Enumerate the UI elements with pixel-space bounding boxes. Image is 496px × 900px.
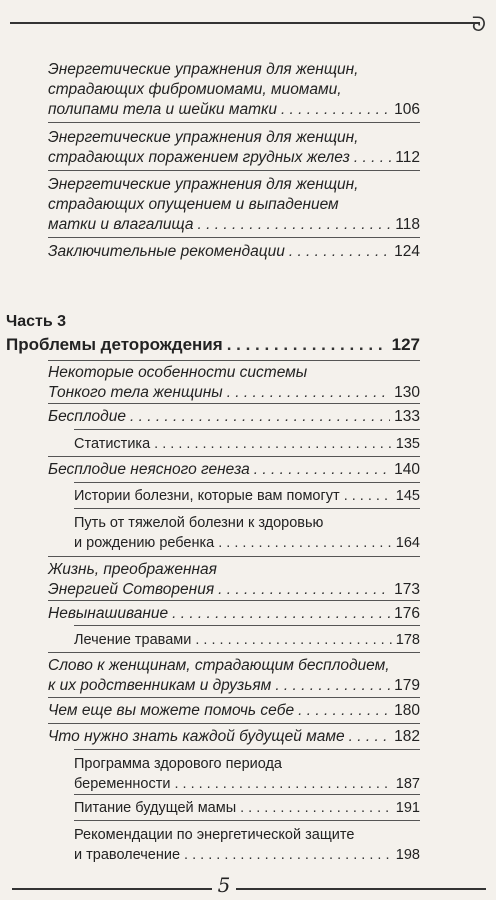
entry-text: Энергетические упражнения для женщин, — [48, 176, 359, 193]
leader-dots — [195, 630, 391, 650]
entry-text: Энергетические упражнения для женщин, — [48, 61, 359, 78]
footer-rule-right — [236, 888, 486, 890]
entry-text: Рекомендации по энергетической защите — [74, 827, 355, 843]
toc-entry[interactable] — [48, 656, 420, 696]
separator — [74, 794, 420, 795]
toc-subentry[interactable] — [74, 434, 420, 454]
leader-dots — [298, 701, 390, 721]
toc-subentry[interactable] — [74, 486, 420, 506]
page-ref: 198 — [395, 847, 420, 863]
page-ref: 135 — [395, 436, 420, 452]
entry-text: и траволечение — [74, 847, 181, 863]
page-ref: 124 — [394, 243, 420, 260]
leader-dots — [281, 100, 390, 120]
page-ref: 133 — [394, 408, 420, 425]
entry-text: Бесплодие — [48, 408, 126, 425]
leader-dots — [154, 434, 392, 454]
toc-entry[interactable] — [48, 128, 420, 168]
separator — [48, 170, 420, 171]
leader-dots — [174, 774, 391, 794]
toc-entry[interactable] — [48, 701, 420, 721]
top-rule — [10, 22, 480, 24]
toc-entry[interactable] — [48, 727, 420, 747]
leader-dots — [354, 148, 391, 168]
toc-entry[interactable] — [48, 242, 420, 262]
separator — [48, 403, 420, 404]
page-ref: 145 — [395, 488, 420, 504]
corner-ornament-icon: ᘐ — [471, 12, 486, 36]
toc-entry[interactable] — [48, 407, 420, 427]
page-ref: 191 — [395, 800, 420, 816]
page-ref: 182 — [394, 728, 420, 745]
leader-dots — [172, 604, 390, 624]
entry-text: Некоторые особенности системы — [48, 364, 308, 381]
page-ref: 127 — [391, 335, 420, 354]
page-ref: 106 — [394, 101, 420, 118]
entry-text: Энергией Сотворения — [48, 581, 215, 598]
entry-text: Что нужно знать каждой будущей маме — [48, 728, 345, 745]
footer-rule-left — [12, 888, 212, 890]
entry-text: Программа здорового периода — [74, 756, 282, 772]
toc-subentry[interactable] — [74, 630, 420, 650]
entry-text: беременности — [74, 776, 171, 792]
leader-dots — [227, 383, 390, 403]
entry-text: полипами тела и шейки матки — [48, 101, 277, 118]
separator — [74, 482, 420, 483]
page-ref: 140 — [394, 461, 420, 478]
leader-dots — [184, 845, 392, 865]
page-ref: 130 — [394, 384, 420, 401]
page-ref: 187 — [395, 776, 420, 792]
toc-entry[interactable] — [48, 604, 420, 624]
page-ref: 180 — [394, 702, 420, 719]
toc-entry[interactable] — [48, 60, 420, 120]
entry-text: страдающих фибромиомами, миомами, — [48, 81, 342, 98]
entry-text: страдающих поражением грудных желез — [48, 149, 350, 166]
entry-text: Заключительные рекомендации — [48, 243, 285, 260]
separator — [74, 749, 420, 750]
page-ref: 173 — [394, 581, 420, 598]
leader-dots — [344, 486, 392, 506]
leader-dots — [198, 215, 392, 235]
separator — [48, 556, 420, 557]
entry-text: Питание будущей мамы — [74, 800, 237, 816]
toc-entry[interactable] — [48, 460, 420, 480]
page-ref: 176 — [394, 605, 420, 622]
entry-text: матки и влагалища — [48, 216, 194, 233]
separator — [48, 456, 420, 457]
entry-text: Невынашивание — [48, 605, 169, 622]
entry-text: Истории болезни, которые вам помогут — [74, 488, 340, 504]
separator — [48, 600, 420, 601]
entry-text: Бесплодие неясного генеза — [48, 461, 250, 478]
leader-dots — [218, 580, 390, 600]
leader-dots — [349, 727, 391, 747]
separator — [48, 237, 420, 238]
leader-dots — [254, 460, 390, 480]
separator — [48, 723, 420, 724]
toc-entry[interactable] — [48, 560, 420, 600]
separator — [48, 652, 420, 653]
leader-dots — [240, 798, 392, 818]
entry-text: и рождению ребенка — [74, 535, 215, 551]
entry-text: Чем еще вы можете помочь себе — [48, 702, 295, 719]
entry-text: Жизнь, преображенная — [48, 561, 217, 578]
page-ref: 164 — [395, 535, 420, 551]
separator — [74, 508, 420, 509]
toc-entry[interactable] — [48, 175, 420, 235]
entry-text: Слово к женщинам, страдающим бесплодием, — [48, 657, 390, 674]
part-title-entry[interactable] — [6, 335, 420, 355]
page-number: 5 — [217, 873, 231, 897]
separator — [48, 360, 420, 361]
page-ref: 118 — [395, 216, 420, 233]
part-label: Часть 3 — [6, 313, 67, 330]
entry-text: Путь от тяжелой болезни к здоровью — [74, 515, 324, 531]
leader-dots — [130, 407, 390, 427]
entry-text: Статистика — [74, 436, 151, 452]
part-title: Проблемы деторождения — [6, 335, 223, 354]
leader-dots — [218, 533, 392, 553]
entry-text: страдающих опущением и выпадением — [48, 196, 339, 213]
separator — [74, 820, 420, 821]
page-ref: 179 — [394, 677, 420, 694]
page-ref: 178 — [395, 632, 420, 648]
leader-dots — [289, 242, 390, 262]
entry-text: Тонкого тела женщины — [48, 384, 223, 401]
toc-subentry[interactable] — [74, 754, 420, 794]
toc-subentry[interactable] — [74, 825, 420, 865]
separator — [48, 122, 420, 123]
entry-text: к их родственникам и друзьям — [48, 677, 272, 694]
separator — [74, 429, 420, 430]
page-ref: 112 — [395, 149, 420, 166]
separator — [48, 697, 420, 698]
toc-entry[interactable] — [48, 363, 420, 403]
leader-dots — [227, 335, 388, 355]
toc-subentry[interactable] — [74, 798, 420, 818]
entry-text: Энергетические упражнения для женщин, — [48, 129, 359, 146]
entry-text: Лечение травами — [74, 632, 192, 648]
leader-dots — [275, 676, 390, 696]
toc-subentry[interactable] — [74, 513, 420, 553]
separator — [74, 625, 420, 626]
